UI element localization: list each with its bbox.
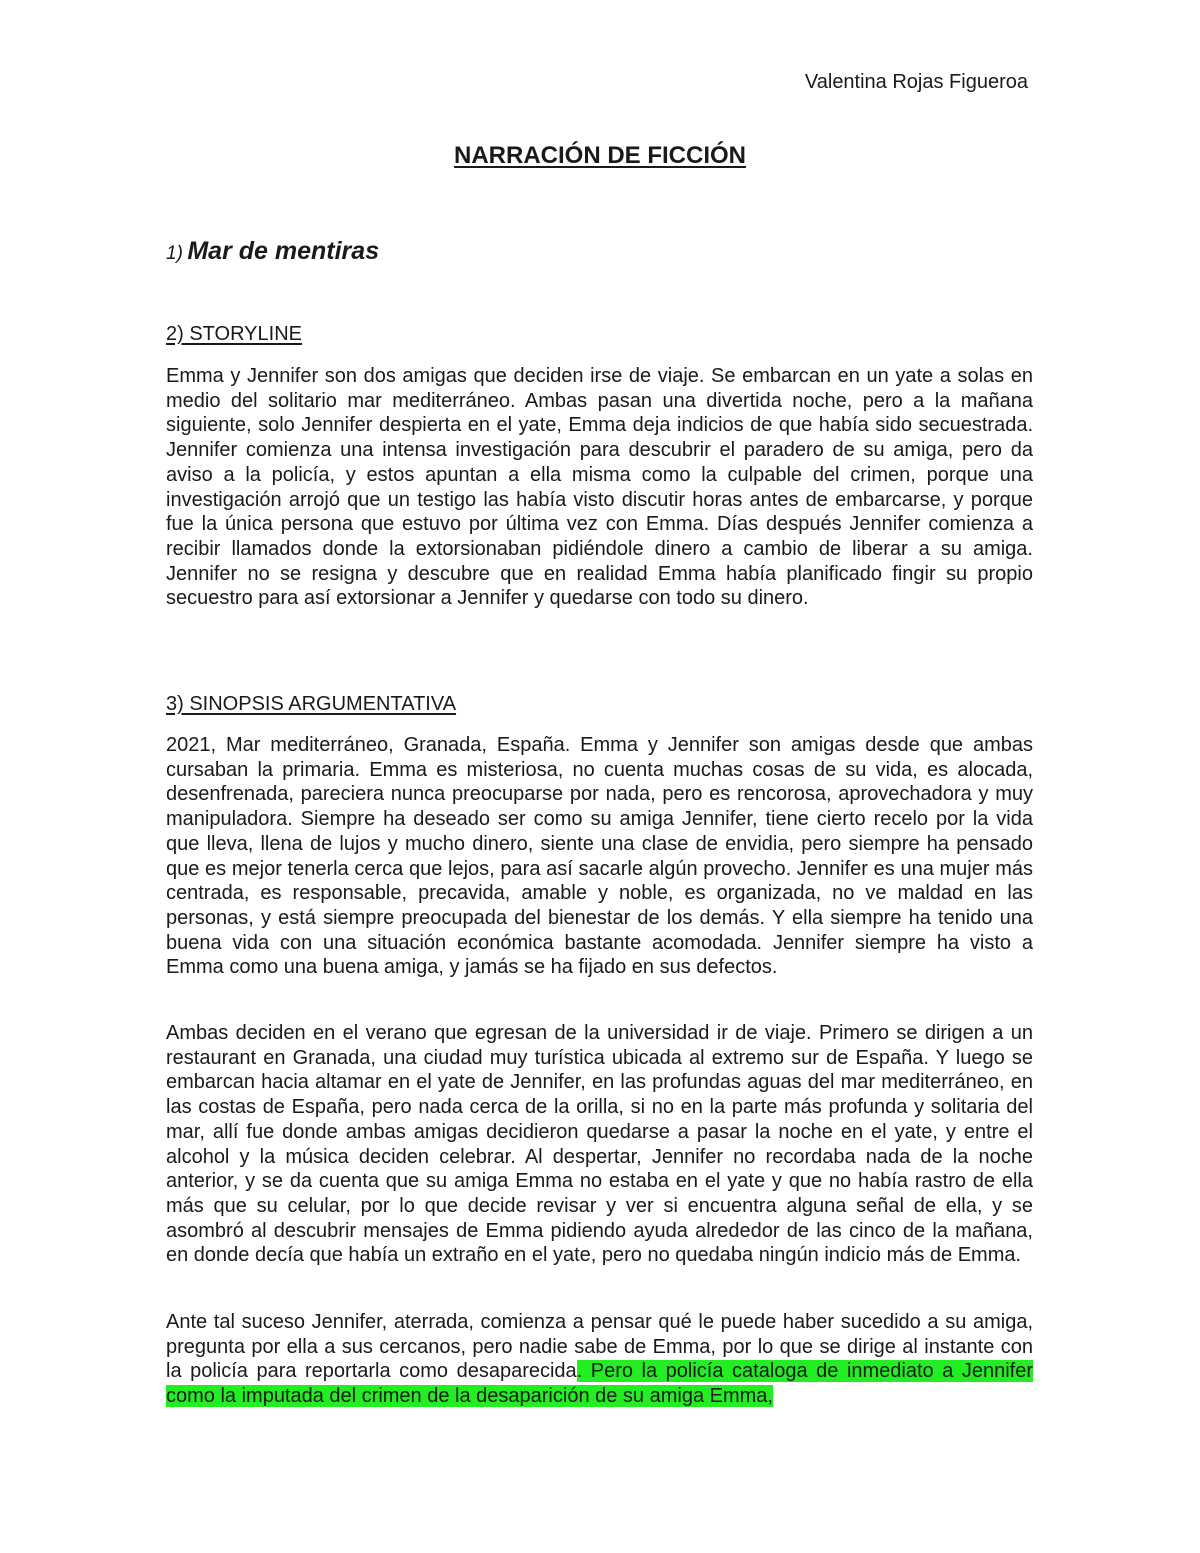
work-title-number: 1) (166, 243, 183, 264)
sinopsis-paragraph-3 (166, 1310, 1033, 1409)
author-name: Valentina Rojas Figueroa (804, 71, 1028, 93)
work-title: Mar de mentiras (187, 237, 380, 265)
storyline-heading: 2) STORYLINE (166, 323, 302, 345)
highlighted-text: . Pero la policía cataloga de inmediato a Jennifer como la imputada del crimen de la desaparición de su amiga Emma, (166, 1360, 1034, 1408)
storyline-paragraph: Emma y Jennifer son dos amigas que deciden irse de viaje. Se embarcan en un yate a solas en medio del solitario mar mediterráneo. Ambas pasan una divertida noche, pero a la mañana siguiente, solo Jennifer despierta en el yate, Emma deja indicios de que había sido secuestrada. Jennifer comienza una intensa investigación para descubrir el paradero de su amiga, pero da aviso a la policía, y estos apuntan a ella misma como la culpable del crimen, porque una investigación arrojó que un testigo las había visto discutir horas antes de embarcarse, y porque fue la única persona que estuvo por última vez con Emma. Días después Jennifer comienza a recibir llamados donde la extorsionaban pidiéndole dinero a cambio de liberar a su amiga. Jennifer no se resigna y descubre que en realidad Emma había planificado fingir su propio secuestro para así extorsionar a Jennifer y quedarse con todo su dinero. (166, 365, 1033, 610)
sinopsis-paragraph-2: Ambas deciden en el verano que egresan de la universidad ir de viaje. Primero se dirigen a un restaurant en Granada, una ciudad muy turística ubicada al extremo sur de España. Y luego se embarcan hacia altamar en el yate de Jennifer, en las profundas aguas del mar mediterráneo, en las costas de España, pero nada cerca de la orilla, si no en la parte más profunda y solitaria del mar, allí fue donde ambas amigas decidieron quedarse a pasar la noche en el yate, y entre el alcohol y la música deciden celebrar. Al despertar, Jennifer no recordaba nada de la noche anterior, y se da cuenta que su amiga Emma no estaba en el yate y que no había rastro de ella más que su celular, por lo que decide revisar y ver si encuentra alguna señal de ella, y se asombró al descubrir mensajes de Emma pidiendo ayuda alrededor de las cinco de la mañana, en donde decía que había un extraño en el yate, pero no quedaba ningún indicio más de Emma. (166, 1022, 1033, 1267)
sinopsis-paragraph-1: 2021, Mar mediterráneo, Granada, España. Emma y Jennifer son amigas desde que ambas cursaban la primaria. Emma es misteriosa, no cuenta muchas cosas de su vida, es alocada, desenfrenada, pareciera nunca preocuparse por nada, pero es rencorosa, aprovechadora y muy manipuladora. Siempre ha deseado ser como su amiga Jennifer, tiene cierto recelo por la vida que lleva, llena de lujos y mucho dinero, siente una clase de envidia, pero siempre ha pensado que es mejor tenerla cerca que lejos, para así sacarle algún provecho. Jennifer es una mujer más centrada, es responsable, precavida, amable y noble, es organizada, no ve maldad en las personas, y está siempre preocupada del bienestar de los demás. Y ella siempre ha tenido una buena vida con una situación económica bastante acomodada. Jennifer siempre ha visto a Emma como una buena amiga, y jamás se ha fijado en sus defectos. (166, 734, 1033, 979)
document-title: NARRACIÓN DE FICCIÓN (454, 142, 746, 169)
work-title-line (166, 236, 379, 270)
sinopsis-paragraph-3-text: Ante tal suceso Jennifer, aterrada, comienza a pensar qué le puede haber sucedido a su amiga, pregunta por ella a sus cercanos, pero nadie sabe de Emma, por lo que se dirige al instante con la policía para reportarla como desaparecida (166, 1311, 1033, 1383)
sinopsis-heading: 3) SINOPSIS ARGUMENTATIVA (166, 693, 457, 715)
